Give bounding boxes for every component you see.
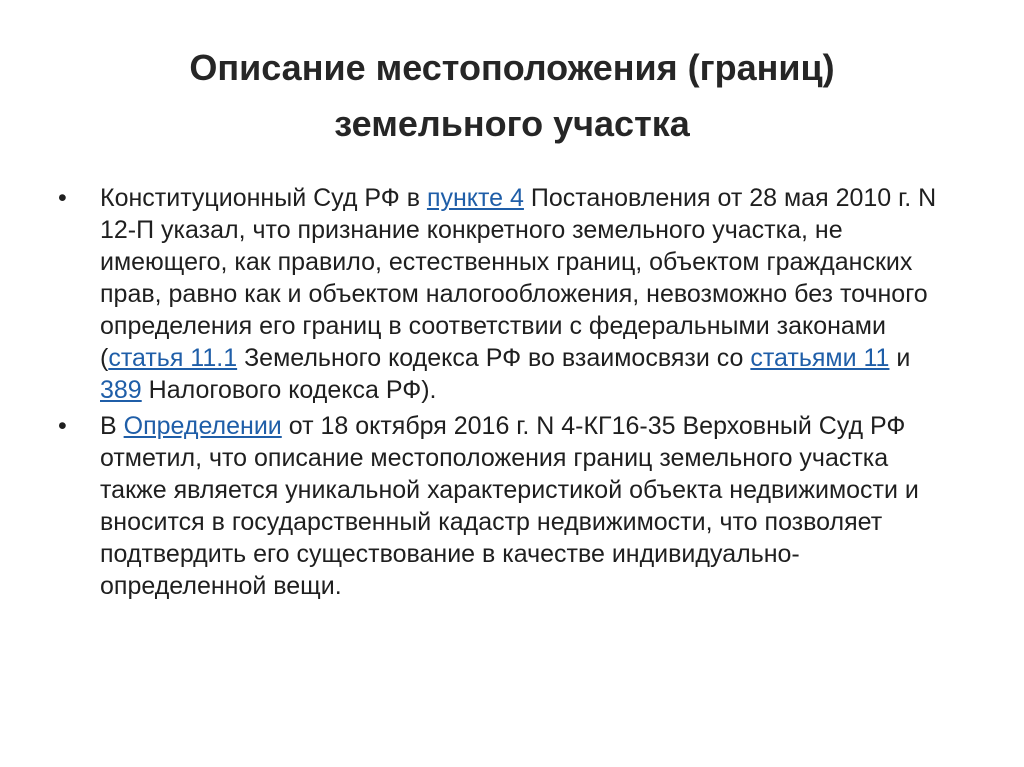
- link-statyami-11[interactable]: статьями 11: [750, 344, 890, 372]
- bullet-1-text-5: Налогового кодекса РФ).: [141, 376, 437, 404]
- link-statya-11-1[interactable]: статья 11.1: [108, 344, 238, 372]
- bullet-item-1: [58, 182, 958, 406]
- link-opredelenii[interactable]: Определении: [123, 412, 282, 440]
- bullet-2-text-1: В: [100, 412, 124, 440]
- bullet-1-text-1: Конституционный Суд РФ в: [100, 184, 427, 212]
- bullet-dot: •: [58, 184, 67, 212]
- slide-title: [60, 40, 964, 152]
- bullet-2-text-2: от 18 октября 2016 г. N 4-КГ16-35 Верховный Суд РФ отметил, что описание местоположения границ земельного участка также является уникальной характеристикой объекта недвижимости и вносится в государственный кадастр недвижимости, что позволяет подтвердить его существование в качестве индивидуально-определенной вещи.: [100, 412, 919, 600]
- bullet-1-text-2: Постановления от 28 мая 2010 г. N 12-П указал, что признание конкретного земельного участка, не имеющего, как правило, естественных границ, объектом гражданских прав, равно как и объектом налогообложения, невозможно без точного определения его границ в соответствии с федеральными законами (: [100, 184, 937, 372]
- bullet-list: [58, 182, 958, 606]
- link-389[interactable]: 389: [100, 376, 142, 404]
- title-line-1: Описание местоположения (границ): [189, 47, 835, 88]
- title-line-2: земельного участка: [334, 103, 690, 144]
- bullet-dot: •: [58, 412, 67, 440]
- bullet-item-2: [58, 410, 958, 602]
- bullet-1-text-4: и: [889, 344, 911, 372]
- bullet-1-text-3: Земельного кодекса РФ во взаимосвязи со: [237, 344, 751, 372]
- link-punkt-4[interactable]: пункте 4: [426, 184, 524, 212]
